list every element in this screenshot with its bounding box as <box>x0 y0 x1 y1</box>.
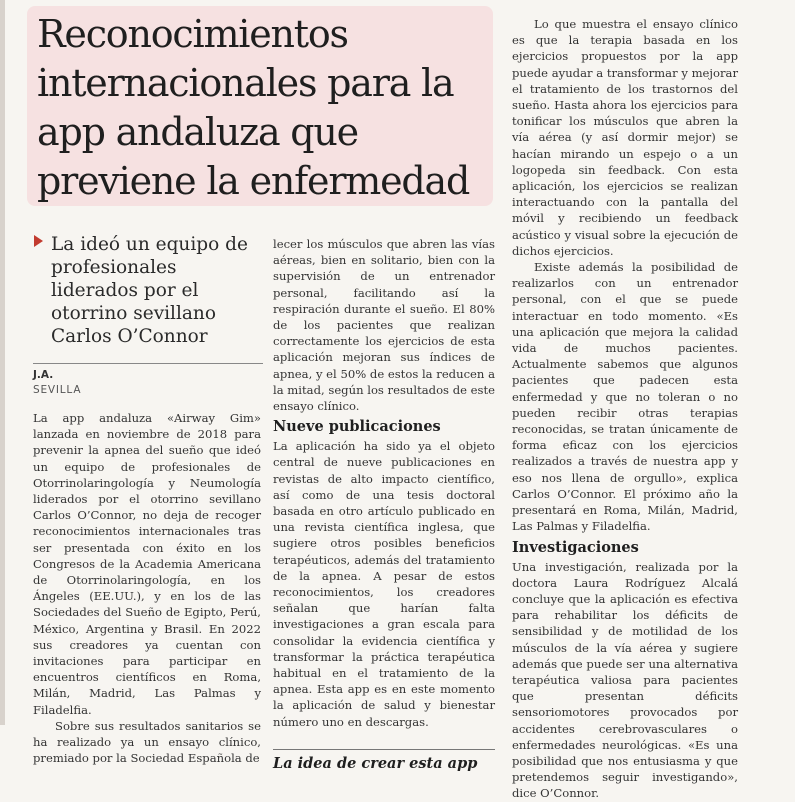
paragraph: La app andaluza «Airway Gim» lanzada en noviembre de 2018 para prevenir la apnea del sueño que ideó un equipo de profesionales de Otorrinolaringología y Neumología liderados por el otorrino sevillano Carlos O’Connor, no deja de recoger reconocimientos internacionales tras ser presentada con éxito en los Congresos de la Academia Americana de Otorrinolaringología, en los Ángeles (EE.UU.), y en los de las Sociedades del Sueño de Egipto, Perú, México, Argentina y Brasil. En 2022 sus creadores ya cuentan con invitaciones para participar en encuentros científicos en Roma, Milán, Madrid, Las Palmas y Filadelfia. <box>33 411 261 717</box>
page-edge-shadow <box>0 0 5 725</box>
subhead-text: La ideó un equipo de profesionales liderados por el otorrino sevillano Carlos O’Connor <box>51 234 248 347</box>
section-heading: Nueve publicaciones <box>273 418 441 436</box>
article-column-3 <box>512 16 738 801</box>
paragraph: Lo que muestra el ensayo clínico es que la terapia basada en los ejercicios propuestos por la app puede ayudar a transformar y mejorar el tratamiento de los trastornos del sueño. Hasta ahora los ejercicios para tonificar los músculos que abren la vía aérea (y así dormir mejor) se hacían mirando un espejo o a un logopeda sin feedback. Con esta aplicación, los ejercicios se realizan interactuando con la pantalla del móvil y recibiendo un feedback acústico y visual sobre la ejecución de dichos ejercicios. <box>512 17 738 258</box>
byline-city: SEVILLA <box>33 384 82 396</box>
article-subhead <box>36 233 262 348</box>
byline-divider <box>33 363 263 364</box>
paragraph: Una investigación, realizada por la doctora Laura Rodríguez Alcalá concluye que la aplicación es efectiva para rehabilitar los déficits de sensibilidad y de motilidad de los músculos de la vía aérea y sugiere además que puede ser una alternativa terapéutica valiosa para pacientes que presentan déficits sensoriomotores provocados por accidentes cerebrovasculares o enfermedades neurológicas. «Es una posibilidad que nos entusiasma y que pretendemos seguir investigando», dice O’Connor. <box>512 559 738 801</box>
paragraph: Sobre sus resultados sanitarios se ha realizado ya un ensayo clínico, premiado por la Sociedad Española de <box>33 718 261 766</box>
paragraph: Existe además la posibilidad de realizarlos con un entrenador personal, con el que se puede interactuar en todo momento. «Es una aplicación que mejora la calidad vida de muchos pacientes. Actualmente sabemos que algunos pacientes que padecen esta enfermedad y que no toleran o no pueden recibir otras terapias reconocidas, se tratan únicamente de forma eficaz con los ejercicios realizados a través de nuestra app y eso nos llena de orgullo», explica Carlos O’Connor. El próximo año la presentará en Roma, Milán, Madrid, Las Palmas y Filadelfia. <box>512 260 738 534</box>
byline-author: J.A. <box>33 369 54 381</box>
paragraph: lecer los músculos que abren las vías aéreas, bien en solitario, bien con la supervisión de un entrenador personal, facilitando así la respiración durante el sueño. El 80% de los pacientes que realizan correctamente los ejercicios de esta aplicación mejoran sus índices de apnea, y el 50% de estos la reducen a la mitad, según los resultados de este ensayo clínico. <box>273 237 495 414</box>
headline-box <box>27 6 493 206</box>
red-arrow-icon <box>34 235 43 247</box>
article-column-1 <box>33 410 261 766</box>
section-heading: Investigaciones <box>512 538 639 556</box>
paragraph: La aplicación ha sido ya el objeto central de nueve publicaciones en revistas de alto impacto científico, así como de una tesis doctoral basada en otro artículo publicado en una revista científica inglesa, que sugiere otros posibles beneficios terapéuticos, además del tratamiento de la apnea. A pesar de estos reconocimientos, los creadores señalan que harían falta investigaciones a gran escala para consolidar la evidencia científica y transformar la práctica terapéutica habitual en el tratamiento de la apnea. Esta app es en este momento la aplicación de salud y bienestar número uno en descargas. <box>273 439 495 729</box>
article-headline: Reconocimientos internacionales para la app andaluza que previene la enfermedad <box>37 12 470 203</box>
sidebar-box-title: La idea de crear esta app <box>273 754 478 772</box>
article-column-2 <box>273 236 495 772</box>
box-divider <box>273 749 495 750</box>
